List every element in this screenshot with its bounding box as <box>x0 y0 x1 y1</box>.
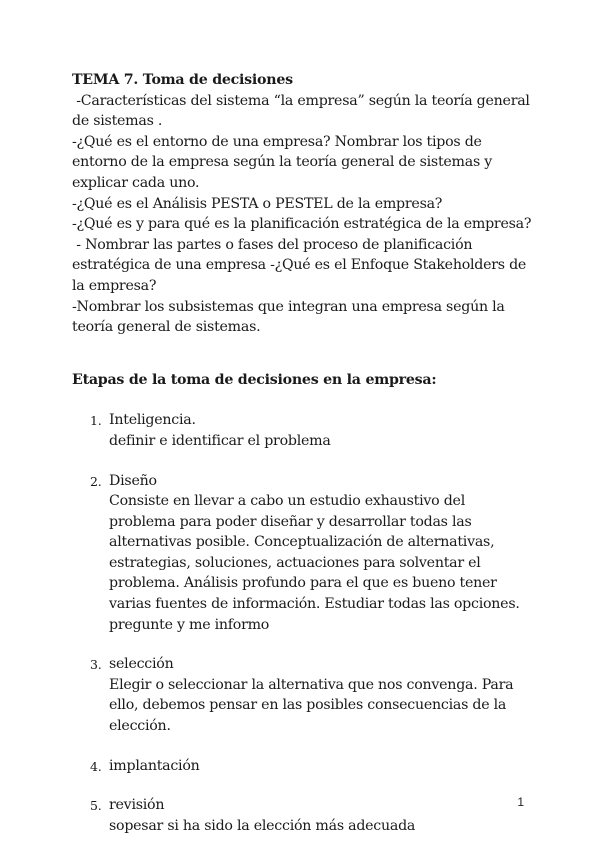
list-item <box>72 410 534 451</box>
list-item-number: 3. <box>90 657 102 673</box>
intro-line: -¿Qué es el Análisis PESTA o PESTEL de la empresa? <box>72 195 443 212</box>
list-item <box>72 756 534 777</box>
list-item-number: 1. <box>90 413 102 429</box>
list-item-description: sopesar si ha sido la elección más adecuada <box>109 817 416 834</box>
list-item-description: Consiste en llevar a cabo un estudio exhaustivo del problema para poder diseñar y desarrollar todas las alternativas posible. Conceptualización de alternativas, estrategias, soluciones, actuaciones para solventar el problema. Análisis profundo para el que es bueno tener varias fuentes de información. Estudiar todas las opciones. pregunte y me informo <box>109 493 520 633</box>
list-item-title: implantación <box>109 757 200 774</box>
intro-line: -¿Qué es y para qué es la planificación estratégica de la empresa? <box>72 216 532 233</box>
list-item-number: 4. <box>90 758 102 774</box>
list-item-title: selección <box>109 656 174 673</box>
list-item-number: 2. <box>90 473 102 489</box>
document-body <box>72 70 534 855</box>
list-item-number: 5. <box>90 798 102 814</box>
document-title: TEMA 7. Toma de decisiones <box>72 72 293 88</box>
list-item-description: definir e identificar el problema <box>109 432 331 449</box>
list-item-title: revisión <box>109 797 165 814</box>
intro-line: - Nombrar las partes o fases del proceso de planificación estratégica de una empresa -¿Qué es el Enfoque Stakeholders de la empresa? <box>72 236 531 294</box>
list-item-description: Elegir o seleccionar la alternativa que nos convenga. Para ello, debemos pensar en las posibles consecuencias de la elección. <box>109 676 514 735</box>
list-item-title: Diseño <box>109 472 157 489</box>
list-item <box>72 795 534 836</box>
intro-line: -Nombrar los subsistemas que integran una empresa según la teoría general de sistemas. <box>72 298 509 336</box>
intro-line: -¿Qué es el entorno de una empresa? Nombrar los tipos de entorno de la empresa según la teoría general de sistemas y explicar cada uno. <box>72 133 497 191</box>
intro-questions <box>72 91 534 338</box>
intro-line: -Características del sistema “la empresa” según la teoría general de sistemas . <box>72 92 534 130</box>
list-item-title: Inteligencia. <box>109 412 196 429</box>
decision-steps-list <box>72 410 534 836</box>
section-heading: Etapas de la toma de decisiones en la empresa: <box>72 371 437 388</box>
list-item <box>72 654 534 736</box>
page-number: 1 <box>517 795 524 809</box>
list-item <box>72 471 534 636</box>
